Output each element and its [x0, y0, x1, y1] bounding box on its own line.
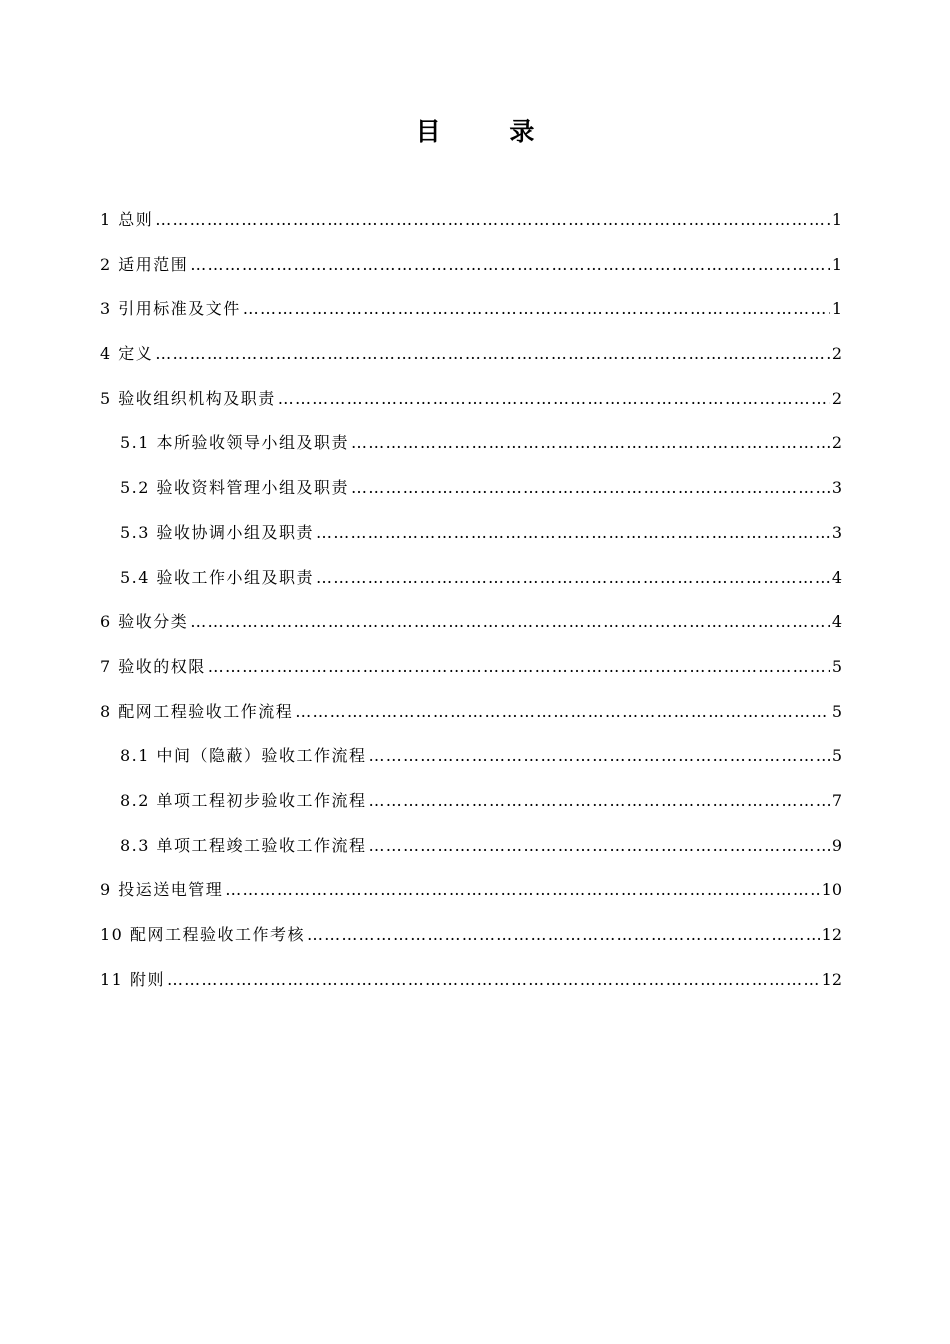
toc-page-number: 12 [821, 925, 842, 944]
toc-dot-leader [307, 913, 820, 958]
toc-dot-leader [155, 332, 830, 377]
toc-dot-leader [190, 243, 830, 288]
toc-dot-leader [351, 421, 830, 466]
toc-page-number: 12 [821, 969, 842, 989]
toc-entry[interactable] [100, 243, 842, 288]
toc-page-number: 3 [831, 478, 842, 498]
toc-page-number: 2 [831, 433, 842, 453]
toc-entry-label: 11 附则 [100, 969, 165, 989]
toc-entry-label: 2 适用范围 [100, 254, 189, 274]
toc-dot-leader [167, 958, 820, 1003]
toc-entry[interactable] [100, 913, 842, 958]
table-of-contents [100, 198, 842, 1002]
toc-entry-label: 3 引用标准及文件 [100, 299, 241, 319]
toc-entry-label: 5.4 验收工作小组及职责 [120, 567, 315, 587]
toc-entry-label: 10 配网工程验收工作考核 [100, 925, 305, 944]
toc-page-number: 5 [831, 656, 842, 676]
toc-page-number: 1 [831, 299, 842, 319]
toc-entry-label: 9 投运送电管理 [100, 880, 224, 900]
page-title: 目 录 [415, 117, 565, 146]
toc-entry-label: 8.1 中间（隐蔽）验收工作流程 [120, 746, 367, 766]
toc-page-number: 5 [831, 746, 842, 766]
toc-dot-leader [295, 690, 830, 735]
toc-entry-label: 5 验收组织机构及职责 [100, 388, 276, 408]
toc-entry[interactable] [100, 690, 842, 735]
toc-entry-label: 6 验收分类 [100, 612, 189, 632]
toc-entry[interactable] [100, 287, 842, 332]
toc-dot-leader [351, 466, 830, 511]
toc-entry[interactable] [100, 600, 842, 645]
toc-dot-leader [316, 511, 830, 556]
toc-entry-label: 4 定义 [100, 344, 154, 364]
toc-dot-leader [243, 287, 830, 332]
toc-entry-label: 8.2 单项工程初步验收工作流程 [120, 790, 367, 810]
toc-subentry[interactable] [100, 734, 842, 779]
toc-subentry[interactable] [100, 421, 842, 466]
toc-page-number: 10 [821, 880, 842, 900]
toc-entry-label: 7 验收的权限 [100, 656, 206, 676]
toc-page-number: 7 [831, 790, 842, 810]
toc-dot-leader [208, 645, 830, 690]
toc-page-number: 2 [831, 388, 842, 408]
toc-entry[interactable] [100, 332, 842, 377]
toc-entry-label: 5.3 验收协调小组及职责 [120, 522, 315, 542]
toc-subentry[interactable] [100, 824, 842, 869]
toc-entry-label: 8.3 单项工程竣工验收工作流程 [120, 835, 367, 855]
toc-entry[interactable] [100, 377, 842, 422]
toc-subentry[interactable] [100, 556, 842, 601]
toc-page-number: 4 [831, 567, 842, 587]
toc-dot-leader [225, 868, 819, 913]
toc-page-number: 3 [831, 522, 842, 542]
toc-entry-label: 5.2 验收资料管理小组及职责 [120, 478, 350, 498]
toc-entry[interactable] [100, 958, 842, 1003]
toc-entry[interactable] [100, 868, 842, 913]
toc-entry-label: 8 配网工程验收工作流程 [100, 701, 294, 721]
toc-page-number: 1 [831, 254, 842, 274]
toc-entry-label: 1 总则 [100, 210, 154, 229]
toc-entry-label: 5.1 本所验收领导小组及职责 [120, 433, 350, 453]
toc-subentry[interactable] [100, 779, 842, 824]
toc-entry[interactable] [100, 645, 842, 690]
toc-dot-leader [190, 600, 830, 645]
toc-page-number: 2 [831, 344, 842, 364]
toc-subentry[interactable] [100, 466, 842, 511]
toc-dot-leader [278, 377, 830, 422]
toc-dot-leader [369, 824, 830, 869]
toc-dot-leader [155, 198, 830, 243]
toc-dot-leader [369, 779, 830, 824]
toc-page-number: 9 [831, 835, 842, 855]
toc-dot-leader [369, 734, 830, 779]
toc-page-number: 5 [831, 701, 842, 721]
toc-entry[interactable] [100, 198, 842, 243]
toc-page-number: 1 [831, 210, 842, 229]
toc-page-number: 4 [831, 612, 842, 632]
toc-subentry[interactable] [100, 511, 842, 556]
toc-dot-leader [316, 556, 830, 601]
